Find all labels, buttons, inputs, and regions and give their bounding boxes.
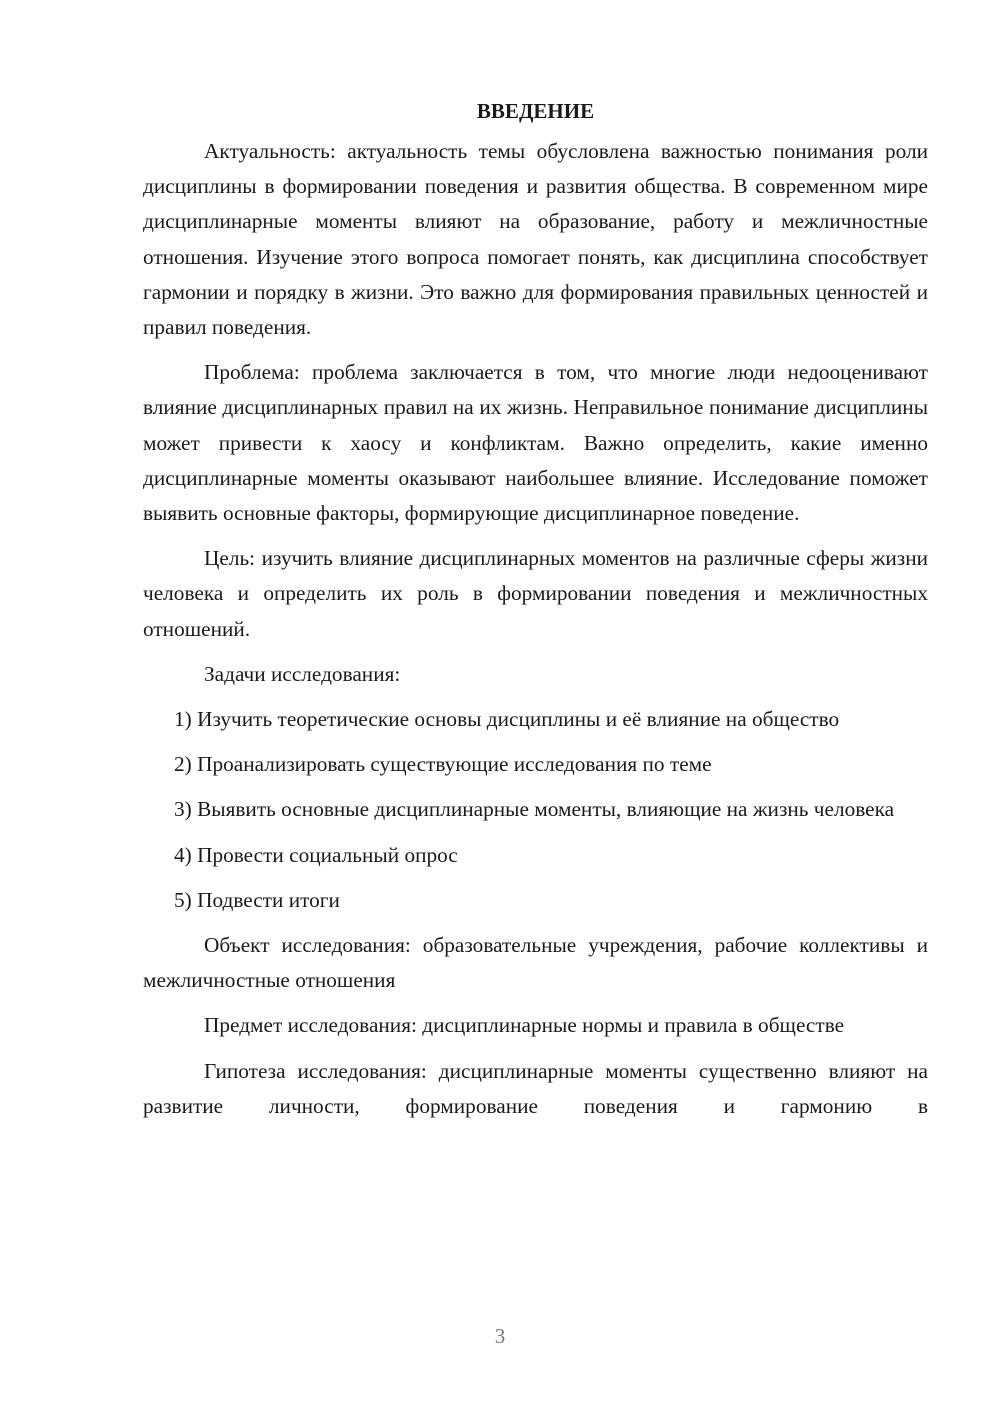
paragraph-problem: Проблема: проблема заключается в том, что многие люди недооценивают влияние дисциплинарных правил на их жизнь. Неправильное понимание дисциплины может привести к хаосу и конфликтам. Важно определить, какие именно дисциплинарные моменты оказывают наибольшее влияние. Исследование поможет выявить основные факторы, формирующие дисциплинарное поведение. <box>143 360 928 526</box>
paragraph-goal: Цель: изучить влияние дисциплинарных моментов на различные сферы жизни человека и определить их роль в формировании поведения и межличностных отношений. <box>143 546 928 641</box>
page-number: 3 <box>494 1324 506 1348</box>
document-page <box>143 94 928 1134</box>
paragraph-hypothesis: Гипотеза исследования: дисциплинарные моменты существенно влияют на развитие личности, формирование поведения и гармонию в <box>143 1058 928 1118</box>
paragraph-subject: Предмет исследования: дисциплинарные нормы и правила в обществе <box>204 1013 845 1038</box>
document-title: ВВЕДЕНИЕ <box>476 99 595 123</box>
paragraph-object: Объект исследования: образовательные учреждения, рабочие коллективы и межличностные отношения <box>143 933 928 993</box>
task-item-5: 5) Подвести итоги <box>174 887 340 912</box>
paragraph-relevance: Актуальность: актуальность темы обусловлена важностью понимания роли дисциплины в формировании поведения и развития общества. В современном мире дисциплинарные моменты влияют на образование, работу и межличностные отношения. Изучение этого вопроса помогает понять, как дисциплина способствует гармонии и порядку в жизни. Это важно для формирования правильных ценностей и правил поведения. <box>143 139 928 340</box>
task-item-2: 2) Проанализировать существующие исследования по теме <box>174 752 712 777</box>
tasks-heading: Задачи исследования: <box>204 661 401 686</box>
task-item-3: 3) Выявить основные дисциплинарные моменты, влияющие на жизнь человека <box>174 797 895 822</box>
task-item-1: 1) Изучить теоретические основы дисциплины и её влияние на общество <box>174 707 840 732</box>
task-item-4: 4) Провести социальный опрос <box>174 842 458 867</box>
